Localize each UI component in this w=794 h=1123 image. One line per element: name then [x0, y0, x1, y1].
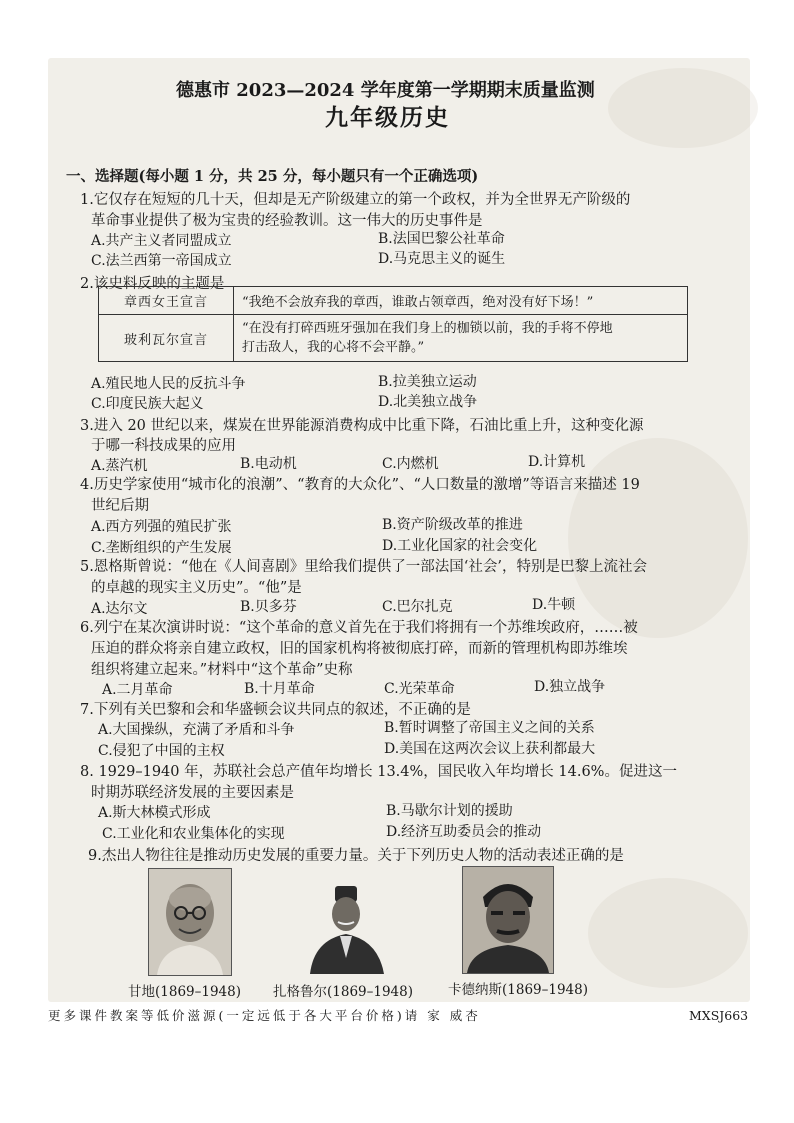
- question-5-option-a: A.达尔文: [91, 601, 148, 617]
- question-3-line-1: 3.进入 20 世纪以来，煤炭在世界能源消费构成中比重下降，石油比重上升，这种变化源: [80, 418, 644, 434]
- question-7-option-b: B.暂时调整了帝国主义之间的关系: [384, 720, 595, 736]
- question-4-option-d: D.工业化国家的社会变化: [382, 538, 538, 554]
- question-8-option-c: C.工业化和农业集体化的实现: [102, 826, 285, 842]
- footer-notice: 更多课件教案等低价滋源(一定远低于各大平台价格)请 家 威杏: [48, 1008, 481, 1023]
- question-8-option-b: B.马歇尔计划的援助: [386, 803, 513, 819]
- question-1-option-c: C.法兰西第一帝国成立: [91, 253, 232, 269]
- gandhi-portrait: [148, 868, 232, 976]
- question-3-option-a: A.蒸汽机: [91, 458, 148, 474]
- question-3-option-d: D.计算机: [528, 454, 586, 470]
- question-6-option-b: B.十月革命: [244, 681, 315, 697]
- table-row: [99, 315, 688, 362]
- question-3-line-2: 于哪一科技成果的应用: [91, 438, 236, 454]
- source-line: 打击敌人，我的心将不会平静。”: [242, 340, 425, 355]
- question-1-option-b: B.法国巴黎公社革命: [378, 231, 505, 247]
- question-3-option-c: C.内燃机: [382, 456, 439, 472]
- question-6-line-2: 压迫的群众将亲自建立政权，旧的国家机构将被彻底打碎，而新的管理机构即苏维埃: [91, 641, 628, 657]
- question-5-line-2: 的卓越的现实主义历史”。“他”是: [91, 580, 302, 596]
- source-table: [98, 286, 688, 362]
- question-5-option-b: B.贝多芬: [240, 599, 297, 615]
- question-5-option-c: C.巴尔扎克: [382, 599, 453, 615]
- cardenas-portrait: [462, 866, 554, 974]
- question-2-line-1: 2.该史料反映的主题是: [80, 276, 225, 292]
- question-6-option-d: D.独立战争: [534, 679, 606, 695]
- zaghlul-portrait: [304, 878, 390, 974]
- question-8-line-1: 8. 1929–1940 年，苏联社会总产值年均增长 13.4%，国民收入年均增长 14.6%。促进这一: [80, 764, 677, 780]
- footer-code: MXSJ663: [689, 1008, 749, 1023]
- question-2-option-b: B.拉美独立运动: [378, 374, 477, 390]
- exam-title: 德惠市 2023—2024 学年度第一学期期末质量监测: [176, 80, 595, 101]
- question-3-option-b: B.电动机: [240, 456, 297, 472]
- question-8-option-d: D.经济互助委员会的推动: [386, 824, 542, 840]
- question-6-option-c: C.光荣革命: [384, 681, 455, 697]
- question-1-option-d: D.马克思主义的诞生: [378, 251, 506, 267]
- section-heading: 一、选择题(每小题 1 分，共 25 分，每小题只有一个正确选项): [66, 168, 479, 185]
- question-9-line-1: 9.杰出人物往往是推动历史发展的重要力量。关于下列历史人物的活动表述正确的是: [88, 848, 624, 864]
- question-1-option-a: A.共产主义者同盟成立: [91, 233, 232, 249]
- figure-caption: 卡德纳斯(1869–1948): [448, 982, 588, 998]
- question-4-line-1: 4.历史学家使用“城市化的浪潮”、“教育的大众化”、“人口数量的激增”等语言来描述 19: [80, 477, 640, 493]
- question-7-option-d: D.美国在这两次会议上获利都最大: [384, 741, 596, 757]
- source-heading: 玻利瓦尔宣言: [99, 315, 234, 362]
- question-1-line-1: 1.它仅存在短短的几十天，但却是无产阶级建立的第一个政权，并为全世界无产阶级的: [80, 192, 631, 208]
- question-6-option-a: A.二月革命: [102, 682, 173, 698]
- question-7-line-1: 7.下列有关巴黎和会和华盛顿会议共同点的叙述，不正确的是: [80, 702, 471, 718]
- source-text: [234, 287, 688, 315]
- source-line: “在没有打碎西班牙强加在我们身上的枷锁以前，我的手将不停地: [242, 321, 613, 336]
- question-2-option-a: A.殖民地人民的反抗斗争: [91, 376, 246, 392]
- question-7-option-c: C.侵犯了中国的主权: [98, 743, 225, 759]
- question-2-option-d: D.北美独立战争: [378, 394, 478, 410]
- question-4-option-c: C.垄断组织的产生发展: [91, 540, 232, 556]
- question-4-line-2: 世纪后期: [91, 498, 149, 514]
- question-2-option-c: C.印度民族大起义: [91, 396, 204, 412]
- source-text: [234, 315, 688, 362]
- question-7-option-a: A.大国操纵，充满了矛盾和斗争: [98, 722, 295, 738]
- question-5-option-d: D.牛顿: [532, 597, 576, 613]
- figure-caption: 扎格鲁尔(1869–1948): [273, 984, 413, 1000]
- source-line: “我绝不会放弃我的章西，谁敢占领章西，绝对没有好下场！”: [242, 295, 594, 310]
- question-6-line-1: 6.列宁在某次演讲时说：“这个革命的意义首先在于我们将拥有一个苏维埃政府，……被: [80, 620, 638, 636]
- source-heading: 章西女王宣言: [99, 287, 234, 315]
- question-4-option-b: B.资产阶级改革的推进: [382, 517, 523, 533]
- subject-title: 九年级历史: [325, 104, 450, 131]
- question-1-line-2: 革命事业提供了极为宝贵的经验教训。这一伟大的历史事件是: [91, 213, 483, 229]
- table-row: [99, 287, 688, 315]
- question-6-line-3: 组织将建立起来。”材料中“这个革命”史称: [91, 662, 353, 678]
- question-4-option-a: A.西方列强的殖民扩张: [91, 519, 232, 535]
- question-5-line-1: 5.恩格斯曾说：“他在《人间喜剧》里给我们提供了一部法国‘社会’，特别是巴黎上流社会: [80, 559, 647, 575]
- figure-caption: 甘地(1869–1948): [128, 984, 241, 1000]
- question-8-option-a: A.斯大林模式形成: [98, 805, 211, 821]
- question-8-line-2: 时期苏联经济发展的主要因素是: [91, 785, 294, 801]
